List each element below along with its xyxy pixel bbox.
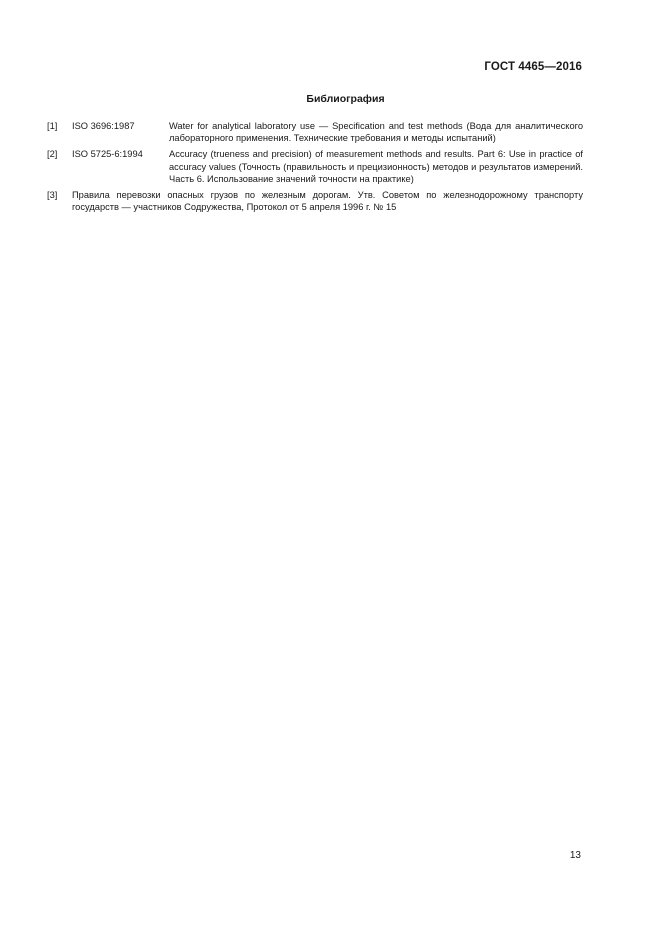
document-code: ГОСТ 4465—2016	[484, 61, 582, 73]
bibliography-title: Библиография	[306, 93, 385, 105]
entry-number: [3]	[47, 190, 58, 201]
bibliography-list	[47, 120, 583, 217]
entry-standard-code: ISO 3696:1987	[72, 121, 135, 131]
page-number: 13	[569, 850, 581, 861]
entry-number: [1]	[47, 121, 58, 131]
entry-text: Water for analytical laboratory use — Specification and test methods (Вода для аналитического лабораторного применения. Технические требования и методы испытаний)	[169, 121, 583, 144]
entry-number: [2]	[47, 149, 58, 160]
bibliography-entry-2	[47, 148, 583, 185]
entry-text: Accuracy (trueness and precision) of measurement methods and results. Part 6: Use in practice of accuracy values (Точность (правильность и прецизионность) методов и результатов измерений. Часть 6. Использование значений точности на практике)	[169, 149, 583, 184]
entry-standard-code: ISO 5725-6:1994	[72, 149, 143, 160]
entry-text: Правила перевозки опасных грузов по железным дорогам. Утв. Советом по железнодорожному транспорту государств — участников Содружества, Протокол от 5 апреля 1996 г. № 15	[72, 190, 583, 213]
bibliography-entry-1	[47, 120, 583, 144]
bibliography-entry-3	[47, 189, 583, 213]
